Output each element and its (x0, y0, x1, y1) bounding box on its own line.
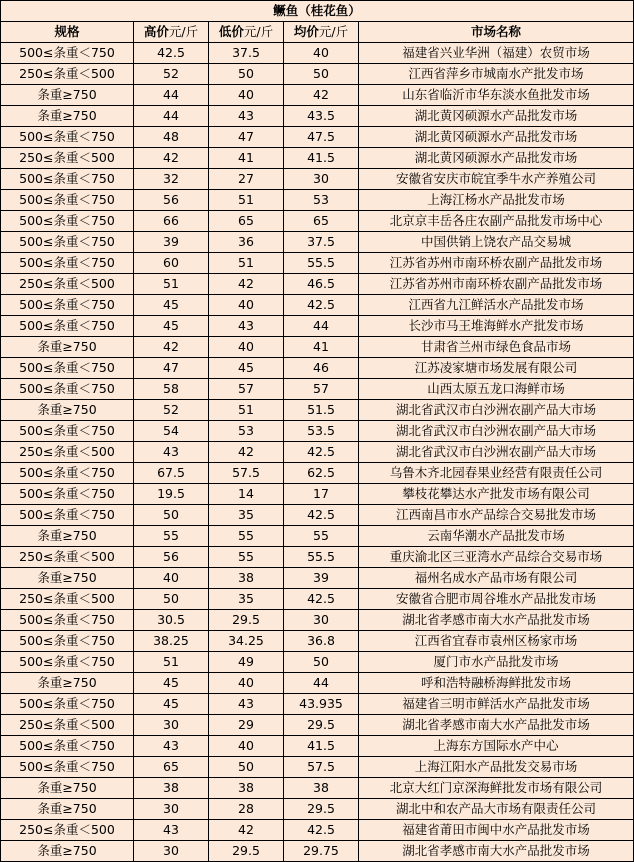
cell-high: 58 (134, 379, 209, 400)
cell-high: 56 (134, 190, 209, 211)
cell-market: 安徽省合肥市周谷堆水产品批发市场 (359, 589, 634, 610)
cell-avg: 41 (284, 337, 359, 358)
cell-avg: 36.8 (284, 631, 359, 652)
cell-spec: 250≤条重＜500 (1, 715, 134, 736)
cell-high: 39 (134, 232, 209, 253)
cell-avg: 47.5 (284, 127, 359, 148)
table-row (1, 610, 634, 631)
cell-low: 29.5 (209, 610, 284, 631)
cell-low: 40 (209, 85, 284, 106)
cell-spec: 500≤条重＜750 (1, 316, 134, 337)
cell-market: 北京大红门京深海鲜批发市场有限公司 (359, 778, 634, 799)
cell-high: 45 (134, 295, 209, 316)
cell-spec: 500≤条重＜750 (1, 694, 134, 715)
cell-market: 福建省三明市鲜活水产品批发市场 (359, 694, 634, 715)
header-spec: 规格 (1, 22, 134, 43)
table-row (1, 442, 634, 463)
cell-low: 65 (209, 211, 284, 232)
cell-spec: 500≤条重＜750 (1, 736, 134, 757)
cell-low: 29 (209, 715, 284, 736)
cell-spec: 条重≥750 (1, 85, 134, 106)
cell-market: 湖北省武汉市白沙洲农副产品大市场 (359, 442, 634, 463)
cell-market: 湖北黄冈硕源水产品批发市场 (359, 148, 634, 169)
cell-high: 67.5 (134, 463, 209, 484)
cell-high: 30 (134, 715, 209, 736)
cell-avg: 29.75 (284, 841, 359, 862)
cell-low: 35 (209, 505, 284, 526)
table-row (1, 85, 634, 106)
cell-market: 福建省兴业华洲（福建）农贸市场 (359, 43, 634, 64)
cell-high: 38 (134, 778, 209, 799)
cell-avg: 43.935 (284, 694, 359, 715)
table-row (1, 106, 634, 127)
table-row (1, 652, 634, 673)
cell-high: 47 (134, 358, 209, 379)
cell-low: 55 (209, 547, 284, 568)
cell-high: 19.5 (134, 484, 209, 505)
cell-spec: 条重≥750 (1, 568, 134, 589)
cell-avg: 44 (284, 673, 359, 694)
cell-market: 中国供销上饶农产品交易城 (359, 232, 634, 253)
cell-avg: 57.5 (284, 757, 359, 778)
cell-avg: 41.5 (284, 148, 359, 169)
cell-spec: 250≤条重＜500 (1, 274, 134, 295)
cell-avg: 44 (284, 316, 359, 337)
cell-market: 江西省萍乡市城南水产批发市场 (359, 64, 634, 85)
cell-avg: 30 (284, 169, 359, 190)
table-row (1, 799, 634, 820)
header-high-label: 高价 (143, 24, 169, 39)
cell-spec: 250≤条重＜500 (1, 64, 134, 85)
cell-high: 45 (134, 694, 209, 715)
cell-avg: 53 (284, 190, 359, 211)
cell-spec: 250≤条重＜500 (1, 589, 134, 610)
table-row (1, 358, 634, 379)
cell-high: 30 (134, 799, 209, 820)
cell-low: 51 (209, 253, 284, 274)
cell-avg: 46 (284, 358, 359, 379)
cell-spec: 250≤条重＜500 (1, 820, 134, 841)
cell-low: 40 (209, 295, 284, 316)
cell-market: 厦门市水产品批发市场 (359, 652, 634, 673)
cell-high: 50 (134, 505, 209, 526)
cell-avg: 50 (284, 652, 359, 673)
cell-avg: 42.5 (284, 505, 359, 526)
table-row (1, 505, 634, 526)
cell-high: 52 (134, 400, 209, 421)
cell-low: 36 (209, 232, 284, 253)
cell-high: 51 (134, 652, 209, 673)
table-row (1, 421, 634, 442)
table-row (1, 148, 634, 169)
cell-avg: 55.5 (284, 547, 359, 568)
cell-spec: 条重≥750 (1, 400, 134, 421)
cell-high: 44 (134, 85, 209, 106)
cell-spec: 500≤条重＜750 (1, 190, 134, 211)
cell-avg: 46.5 (284, 274, 359, 295)
cell-avg: 43.5 (284, 106, 359, 127)
cell-high: 55 (134, 526, 209, 547)
cell-low: 38 (209, 778, 284, 799)
cell-low: 38 (209, 568, 284, 589)
cell-high: 66 (134, 211, 209, 232)
cell-market: 呼和浩特融桥海鲜批发市场 (359, 673, 634, 694)
header-market: 市场名称 (359, 22, 634, 43)
cell-market: 上海江阳水产品批发交易市场 (359, 757, 634, 778)
table-row (1, 589, 634, 610)
cell-market: 江西省九江鲜活水产品批发市场 (359, 295, 634, 316)
cell-market: 乌鲁木齐北园春果业经营有限责任公司 (359, 463, 634, 484)
cell-high: 45 (134, 316, 209, 337)
table-row (1, 232, 634, 253)
cell-low: 50 (209, 757, 284, 778)
cell-avg: 42.5 (284, 295, 359, 316)
cell-avg: 55.5 (284, 253, 359, 274)
cell-avg: 41.5 (284, 736, 359, 757)
cell-high: 38.25 (134, 631, 209, 652)
header-avg-label: 均价 (293, 24, 319, 39)
cell-low: 49 (209, 652, 284, 673)
header-avg-unit: 元/斤 (318, 24, 349, 39)
cell-spec: 500≤条重＜750 (1, 484, 134, 505)
cell-low: 29.5 (209, 841, 284, 862)
cell-low: 28 (209, 799, 284, 820)
cell-market: 湖北省孝感市南大水产品批发市场 (359, 841, 634, 862)
cell-high: 43 (134, 820, 209, 841)
cell-low: 35 (209, 589, 284, 610)
table-row (1, 379, 634, 400)
header-avg (284, 22, 359, 43)
cell-low: 42 (209, 274, 284, 295)
cell-high: 50 (134, 589, 209, 610)
table-row (1, 820, 634, 841)
cell-avg: 42 (284, 85, 359, 106)
cell-market: 湖北省孝感市南大水产品批发市场 (359, 610, 634, 631)
cell-high: 30 (134, 841, 209, 862)
cell-spec: 条重≥750 (1, 337, 134, 358)
cell-avg: 42.5 (284, 442, 359, 463)
table-row (1, 778, 634, 799)
cell-market: 上海东方国际水产中心 (359, 736, 634, 757)
cell-high: 40 (134, 568, 209, 589)
cell-market: 江苏凌家塘市场发展有限公司 (359, 358, 634, 379)
cell-spec: 500≤条重＜750 (1, 169, 134, 190)
cell-spec: 500≤条重＜750 (1, 610, 134, 631)
table-row (1, 295, 634, 316)
cell-avg: 65 (284, 211, 359, 232)
cell-avg: 29.5 (284, 715, 359, 736)
cell-low: 14 (209, 484, 284, 505)
cell-low: 53 (209, 421, 284, 442)
cell-avg: 42.5 (284, 589, 359, 610)
table-row (1, 64, 634, 85)
cell-spec: 500≤条重＜750 (1, 43, 134, 64)
cell-spec: 500≤条重＜750 (1, 757, 134, 778)
cell-market: 江苏省苏州市南环桥农副产品批发市场 (359, 274, 634, 295)
cell-avg: 17 (284, 484, 359, 505)
cell-spec: 条重≥750 (1, 799, 134, 820)
cell-spec: 条重≥750 (1, 778, 134, 799)
header-row (1, 22, 634, 43)
cell-high: 44 (134, 106, 209, 127)
cell-spec: 500≤条重＜750 (1, 232, 134, 253)
cell-spec: 500≤条重＜750 (1, 127, 134, 148)
cell-low: 43 (209, 106, 284, 127)
table-title: 鳜鱼（桂花鱼） (1, 1, 634, 22)
header-low-unit: 元/斤 (243, 24, 274, 39)
table-row (1, 169, 634, 190)
header-high-unit: 元/斤 (168, 24, 199, 39)
table-row (1, 547, 634, 568)
cell-market: 江苏省苏州市南环桥农副产品批发市场 (359, 253, 634, 274)
header-high (134, 22, 209, 43)
cell-low: 41 (209, 148, 284, 169)
table-row (1, 631, 634, 652)
cell-market: 湖北黄冈硕源水产品批发市场 (359, 127, 634, 148)
cell-market: 福建省莆田市闽中水产品批发市场 (359, 820, 634, 841)
cell-spec: 500≤条重＜750 (1, 379, 134, 400)
table-row (1, 673, 634, 694)
cell-market: 湖北省孝感市南大水产品批发市场 (359, 715, 634, 736)
cell-low: 40 (209, 337, 284, 358)
cell-spec: 条重≥750 (1, 673, 134, 694)
cell-low: 40 (209, 673, 284, 694)
cell-market: 湖北黄冈硕源水产品批发市场 (359, 106, 634, 127)
table-row (1, 568, 634, 589)
cell-low: 34.25 (209, 631, 284, 652)
table-row (1, 715, 634, 736)
cell-low: 50 (209, 64, 284, 85)
cell-spec: 500≤条重＜750 (1, 358, 134, 379)
table-row (1, 127, 634, 148)
cell-spec: 500≤条重＜750 (1, 211, 134, 232)
cell-market: 云南华潮水产品批发市场 (359, 526, 634, 547)
title-row (1, 1, 634, 22)
cell-low: 55 (209, 526, 284, 547)
cell-high: 42 (134, 337, 209, 358)
cell-market: 上海江杨水产品批发市场 (359, 190, 634, 211)
cell-market: 北京京丰岳各庄农副产品批发市场中心 (359, 211, 634, 232)
cell-low: 42 (209, 442, 284, 463)
cell-high: 45 (134, 673, 209, 694)
cell-low: 27 (209, 169, 284, 190)
cell-market: 湖北中和农产品大市场有限责任公司 (359, 799, 634, 820)
cell-low: 57.5 (209, 463, 284, 484)
cell-spec: 500≤条重＜750 (1, 463, 134, 484)
cell-market: 重庆渝北区三亚湾水产品综合交易市场 (359, 547, 634, 568)
cell-avg: 29.5 (284, 799, 359, 820)
cell-low: 51 (209, 190, 284, 211)
cell-market: 长沙市马王堆海鲜水产批发市场 (359, 316, 634, 337)
cell-avg: 38 (284, 778, 359, 799)
cell-low: 40 (209, 736, 284, 757)
cell-high: 43 (134, 442, 209, 463)
cell-low: 47 (209, 127, 284, 148)
cell-high: 42.5 (134, 43, 209, 64)
cell-avg: 57 (284, 379, 359, 400)
cell-high: 54 (134, 421, 209, 442)
table-row (1, 757, 634, 778)
cell-avg: 51.5 (284, 400, 359, 421)
cell-market: 江西南昌市水产品综合交易批发市场 (359, 505, 634, 526)
cell-spec: 250≤条重＜500 (1, 547, 134, 568)
cell-spec: 条重≥750 (1, 106, 134, 127)
cell-avg: 62.5 (284, 463, 359, 484)
cell-high: 52 (134, 64, 209, 85)
cell-avg: 55 (284, 526, 359, 547)
cell-high: 56 (134, 547, 209, 568)
cell-market: 福州名成水产品市场有限公司 (359, 568, 634, 589)
table-row (1, 841, 634, 862)
cell-avg: 39 (284, 568, 359, 589)
cell-spec: 500≤条重＜750 (1, 253, 134, 274)
cell-low: 45 (209, 358, 284, 379)
cell-low: 37.5 (209, 43, 284, 64)
table-row (1, 526, 634, 547)
cell-high: 51 (134, 274, 209, 295)
cell-high: 32 (134, 169, 209, 190)
cell-market: 山东省临沂市华东淡水鱼批发市场 (359, 85, 634, 106)
cell-market: 安徽省安庆市皖宜季牛水产养殖公司 (359, 169, 634, 190)
cell-high: 60 (134, 253, 209, 274)
cell-avg: 40 (284, 43, 359, 64)
cell-spec: 500≤条重＜750 (1, 631, 134, 652)
cell-market: 江西省宜春市袁州区杨家市场 (359, 631, 634, 652)
cell-spec: 500≤条重＜750 (1, 652, 134, 673)
cell-low: 51 (209, 400, 284, 421)
table-row (1, 43, 634, 64)
cell-spec: 500≤条重＜750 (1, 295, 134, 316)
cell-spec: 条重≥750 (1, 841, 134, 862)
cell-avg: 53.5 (284, 421, 359, 442)
cell-avg: 42.5 (284, 820, 359, 841)
table-row (1, 211, 634, 232)
cell-market: 攀枝花攀达水产批发市场有限公司 (359, 484, 634, 505)
cell-low: 43 (209, 316, 284, 337)
cell-market: 湖北省武汉市白沙洲农副产品大市场 (359, 421, 634, 442)
table-row (1, 316, 634, 337)
cell-spec: 条重≥750 (1, 526, 134, 547)
cell-spec: 250≤条重＜500 (1, 148, 134, 169)
header-low-label: 低价 (218, 24, 244, 39)
cell-market: 甘肃省兰州市绿色食品市场 (359, 337, 634, 358)
cell-spec: 500≤条重＜750 (1, 505, 134, 526)
cell-low: 57 (209, 379, 284, 400)
cell-low: 42 (209, 820, 284, 841)
table-row (1, 694, 634, 715)
cell-market: 湖北省武汉市白沙洲农副产品大市场 (359, 400, 634, 421)
cell-high: 48 (134, 127, 209, 148)
cell-spec: 500≤条重＜750 (1, 421, 134, 442)
cell-spec: 250≤条重＜500 (1, 442, 134, 463)
cell-high: 43 (134, 736, 209, 757)
table-row (1, 400, 634, 421)
cell-avg: 37.5 (284, 232, 359, 253)
table-row (1, 484, 634, 505)
table-row (1, 253, 634, 274)
cell-avg: 50 (284, 64, 359, 85)
table-row (1, 274, 634, 295)
table-row (1, 463, 634, 484)
cell-high: 30.5 (134, 610, 209, 631)
cell-low: 43 (209, 694, 284, 715)
cell-market: 山西太原五龙口海鲜市场 (359, 379, 634, 400)
cell-high: 65 (134, 757, 209, 778)
table-row (1, 190, 634, 211)
table-row (1, 736, 634, 757)
cell-avg: 30 (284, 610, 359, 631)
table-row (1, 337, 634, 358)
cell-high: 42 (134, 148, 209, 169)
header-low (209, 22, 284, 43)
